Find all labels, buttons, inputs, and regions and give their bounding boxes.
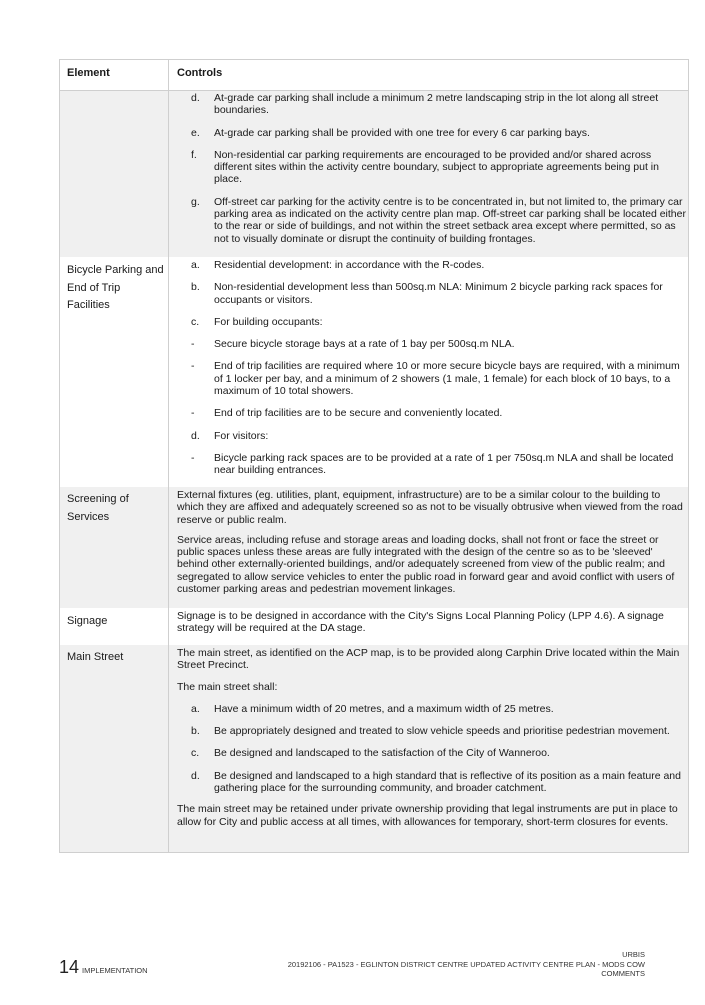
list-item: a. Have a minimum width of 20 metres, and a maximum width of 25 metres.	[191, 702, 554, 715]
main-street-paragraph-3: The main street may be retained under private ownership providing that legal instruments are put in place to allow for City and public access at all times, with allowances for temporary, short-term closures for events.	[177, 803, 678, 828]
list-item: e. At-grade car parking shall be provided with one tree for every 6 car parking bays.	[191, 126, 590, 139]
controls-cell: Signage is to be designed in accordance with the City's Signs Local Planning Policy (LPP 4.6). A signage strategy will be required at the DA stage.	[177, 610, 664, 635]
header-controls: Controls	[177, 67, 223, 79]
list-item: c. Be designed and landscaped to the satisfaction of the City of Wanneroo.	[191, 747, 550, 760]
list-item: - Bicycle parking rack spaces are to be provided at a rate of 1 per 750sq.m NLA and shall be located near building entrances.	[191, 451, 674, 477]
element-cell: Signage	[60, 608, 169, 645]
element-cell: Main Street	[60, 645, 169, 852]
screening-label-line2: Services	[67, 510, 110, 523]
list-item: b. Non-residential development less than 500sq.m NLA: Minimum 2 bicycle parking rack spaces for occupants or visitors.	[191, 281, 663, 306]
screening-paragraph-1: External fixtures (eg. utilities, plant, equipment, infrastructure) are to be a similar colour to the building to which they are affixed and adequately screened so as not to be visually obtrusive when viewed from the road reserve or public realm.	[177, 489, 683, 526]
list-item: d. For visitors:	[191, 429, 269, 442]
section-label: IMPLEMENTATION	[82, 966, 148, 975]
element-cell	[60, 91, 169, 257]
bicycle-label-line1: Bicycle Parking and	[67, 264, 164, 276]
controls-cell	[169, 91, 688, 257]
table-header	[60, 60, 688, 91]
main-street-paragraph-1: The main street, as identified on the ACP map, is to be provided along Carphin Drive located within the Main Street Precinct.	[177, 647, 680, 672]
doc-ref-line1: 20192106 - PA1523 - EGLINTON DISTRICT CENTRE UPDATED ACTIVITY CENTRE PLAN - MODS COW	[287, 959, 645, 969]
table-row	[60, 487, 688, 608]
company-name: URBIS	[622, 950, 645, 959]
controls-cell	[169, 487, 688, 608]
list-item: f. Non-residential car parking requirements are encouraged to be provided and/or shared across different sites within the activity centre boundary, subject to appropriate agreements being put in place.	[191, 148, 659, 186]
controls-cell	[169, 645, 688, 852]
list-item: d. Be designed and landscaped to a high standard that is reflective of its position as a main feature and gathering place for the surrounding community, and broader catchment.	[191, 769, 681, 795]
table-row	[60, 91, 688, 257]
table-row	[60, 257, 688, 487]
element-cell	[60, 487, 169, 608]
doc-ref-line2: COMMENTS	[601, 969, 645, 978]
table-row	[60, 645, 688, 852]
screening-paragraph-2: Service areas, including refuse and storage areas and loading docks, shall not front or face the street or public spaces unless these areas are fully integrated with the design of the centre so as to be 'sleeved' behind other externally-oriented buildings, and/or adequately screened from view of the public realm; and segregated to allow service vehicles to enter the public road in forward gear and avoid conflict with users of customer parking areas and pedestrian movement linkages.	[177, 533, 675, 596]
list-item: a. Residential development: in accordance with the R-codes.	[191, 259, 485, 271]
screening-label-line1: Screening of	[67, 493, 129, 505]
list-item: g. Off-street car parking for the activity centre is to be concentrated in, but not limited to, the primary car parking area as indicated on the activity centre plan map. Off-street car parking shall be located either to the rear or side of buildings, and not within the street setback area except where permitted, so as not to visually dominate or disrupt the continuity of building frontages.	[191, 195, 686, 245]
main-street-paragraph-2: The main street shall:	[177, 680, 278, 693]
list-item: b. Be appropriately designed and treated to slow vehicle speeds and prioritise pedestrian movement.	[191, 725, 670, 738]
page-number: 14	[59, 957, 80, 977]
document-reference	[225, 950, 645, 979]
element-cell	[60, 257, 169, 487]
list-item: - End of trip facilities are to be secure and conveniently located.	[191, 407, 503, 420]
controls-table	[59, 59, 689, 853]
list-item: - End of trip facilities are required where 10 or more secure bicycle bays are required, with a minimum of 1 locker per bay, and a minimum of 2 showers (1 male, 1 female) for each block of 10 bays, to a maximum of 10 total showers.	[191, 360, 680, 398]
bicycle-label-line2: End of Trip Facilities	[67, 281, 121, 311]
list-item: c. For building occupants:	[191, 315, 323, 328]
table-row	[60, 608, 688, 645]
list-item: d. At-grade car parking shall include a minimum 2 metre landscaping strip in the lot along all street boundaries.	[191, 92, 659, 117]
header-element: Element	[60, 60, 169, 90]
list-item: - Secure bicycle storage bays at a rate of 1 bay per 500sq.m NLA.	[191, 338, 515, 351]
controls-cell	[169, 257, 688, 487]
